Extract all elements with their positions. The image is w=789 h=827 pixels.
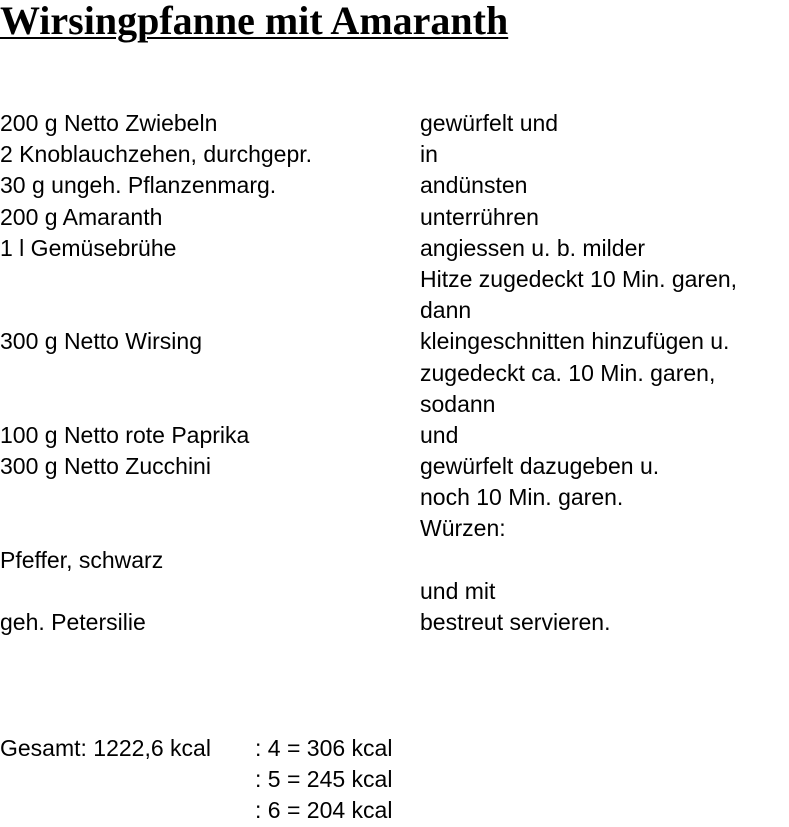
recipe-row xyxy=(0,108,789,139)
instruction: andünsten xyxy=(420,172,528,199)
recipe-row xyxy=(0,607,789,638)
instruction: gewürfelt dazugeben u. xyxy=(420,453,660,480)
instruction: angiessen u. b. milder xyxy=(420,234,646,261)
instruction: sodann xyxy=(420,390,496,417)
recipe-title: Wirsingpfanne mit Amaranth xyxy=(0,0,509,43)
recipe-row xyxy=(0,513,789,544)
calories-per-portion: : 6 = 204 kcal xyxy=(255,797,393,824)
calorie-row xyxy=(0,764,789,795)
recipe-row xyxy=(0,545,789,576)
instruction: kleingeschnitten hinzufügen u. xyxy=(420,328,730,355)
ingredient: 2 Knoblauchzehen, durchgepr. xyxy=(0,141,313,168)
recipe-row xyxy=(0,358,789,389)
recipe-row xyxy=(0,233,789,264)
recipe-row xyxy=(0,295,789,326)
recipe-row xyxy=(0,389,789,420)
total-calories-label: Gesamt: 1222,6 kcal xyxy=(0,735,211,761)
ingredient: 30 g ungeh. Pflanzenmarg. xyxy=(0,172,277,199)
ingredient: 100 g Netto rote Paprika xyxy=(0,421,250,448)
instruction: Würzen: xyxy=(420,515,506,542)
recipe-row xyxy=(0,170,789,201)
calories-per-portion: : 5 = 245 kcal xyxy=(255,766,393,793)
recipe-row xyxy=(0,326,789,357)
instruction: dann xyxy=(420,297,472,324)
calorie-summary xyxy=(0,733,789,827)
calories-per-portion: : 4 = 306 kcal xyxy=(255,735,393,761)
ingredient: geh. Petersilie xyxy=(0,609,146,635)
recipe-row xyxy=(0,482,789,513)
instruction: und mit xyxy=(420,577,496,604)
ingredient: 200 g Amaranth xyxy=(0,203,163,230)
recipe-row xyxy=(0,420,789,451)
instruction: Hitze zugedeckt 10 Min. garen, xyxy=(420,265,738,292)
instruction: bestreut servieren. xyxy=(420,609,611,635)
recipe-table xyxy=(0,108,789,638)
recipe-row xyxy=(0,264,789,295)
ingredient: Pfeffer, schwarz xyxy=(0,546,164,573)
instruction: noch 10 Min. garen. xyxy=(420,484,624,511)
instruction: in xyxy=(420,141,438,168)
recipe-row xyxy=(0,202,789,233)
instruction: und xyxy=(420,421,459,448)
recipe-row xyxy=(0,576,789,607)
recipe-row xyxy=(0,139,789,170)
recipe-row xyxy=(0,451,789,482)
ingredient: 300 g Netto Zucchini xyxy=(0,453,211,480)
instruction: unterrühren xyxy=(420,203,539,230)
instruction: gewürfelt und xyxy=(420,110,559,136)
instruction: zugedeckt ca. 10 Min. garen, xyxy=(420,359,716,386)
ingredient: 200 g Netto Zwiebeln xyxy=(0,110,218,136)
ingredient: 1 l Gemüsebrühe xyxy=(0,234,177,261)
calorie-row xyxy=(0,733,789,764)
ingredient: 300 g Netto Wirsing xyxy=(0,328,202,355)
